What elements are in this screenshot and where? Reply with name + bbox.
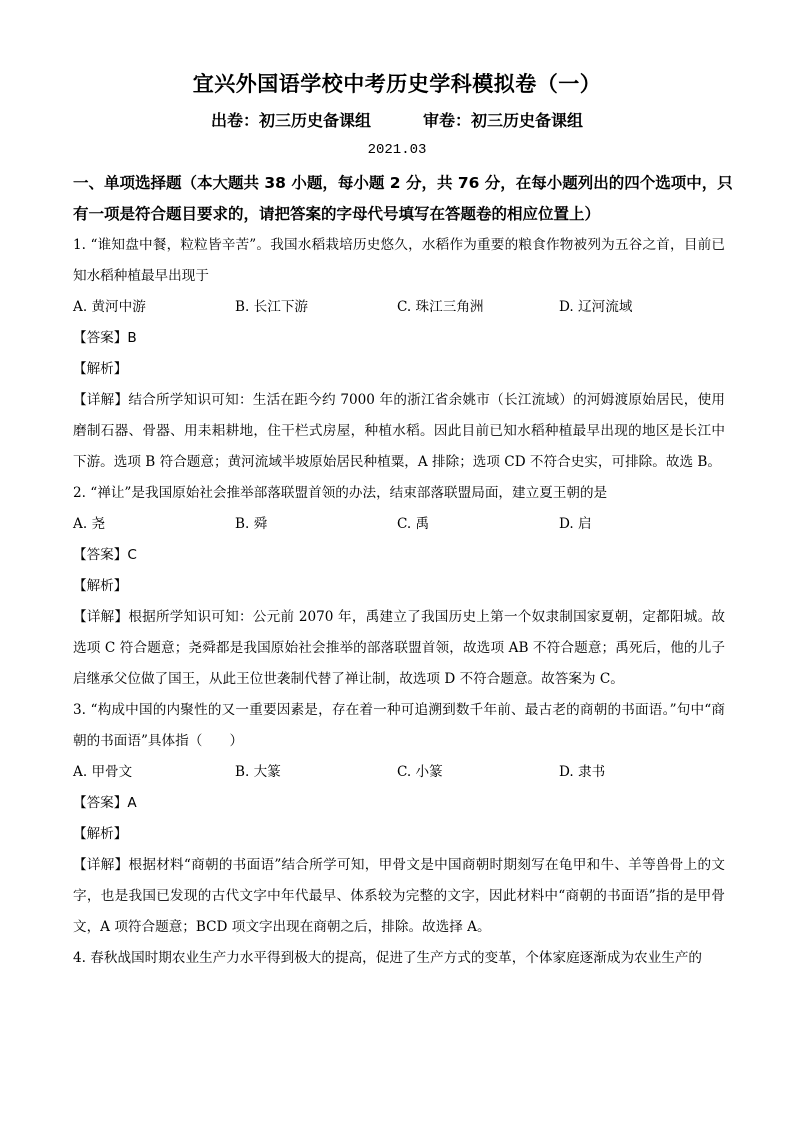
option-a: A. 黄河中游 [73,299,146,315]
question-1 [73,230,725,478]
detail-explanation: 【详解】结合所学知识可知：生活在距今约 7000 年的浙江省余姚市（长江流域）的河姆渡原始居民，使用磨制石器、骨器、用耒耜耕地，住干栏式房屋，种植水稻。因此目前已知水稻种植最早出现的地区是长江中下游。选项 B 符合题意；黄河流域半坡原始居民种植粟，A 排除；选项 CD 不符合史实，可排除。故选 B。 [73,392,725,470]
question-4 [73,943,725,974]
option-a: A. 尧 [73,516,106,532]
answer-line: 【答案】C [73,547,137,563]
option-b: B. 长江下游 [235,299,309,315]
options-row [73,292,725,323]
question-2 [73,478,725,695]
exam-date: 2021.03 [367,142,427,158]
exam-title: 宜兴外国语学校中考历史学科模拟卷（一） [192,72,602,96]
answer-line: 【答案】B [73,330,137,346]
options-row [73,509,725,540]
option-b: B. 舜 [235,516,268,532]
detail-explanation: 【详解】根据所学知识可知：公元前 2070 年，禹建立了我国历史上第一个奴隶制国家夏朝，定都阳城。故选项 C 符合题意；尧舜都是我国原始社会推举的部落联盟首领，故选项 AB 不符合题意；禹死后，他的儿子启继承父位做了国王，从此王位世袭制代替了禅让制，故选项 D 不符合题意。故答案为 C。 [73,609,725,687]
setter-line: 出卷：初三历史备课组 [210,111,371,130]
option-c: C. 珠江三角洲 [397,299,484,315]
option-b: B. 大篆 [235,764,281,780]
option-d: D. 隶书 [559,764,606,780]
option-a: A. 甲骨文 [73,764,133,780]
reviewer-line: 审卷：初三历史备课组 [423,111,584,130]
analysis-label: 【解析】 [73,361,128,377]
exam-authors [0,108,794,131]
question-stem: 3. “构成中国的内聚性的又一重要因素是，存在着一种可追溯到数千年前、最古老的商朝的书面语。”句中“商朝的书面语”具体指（ ） [73,702,725,749]
option-d: D. 辽河流域 [559,299,633,315]
answer-line: 【答案】A [73,795,137,811]
analysis-label: 【解析】 [73,826,128,842]
question-stem: 2. “禅让”是我国原始社会推举部落联盟首领的办法，结束部落联盟局面，建立夏王朝的是 [73,485,608,501]
questions-list [73,230,725,974]
question-3 [73,695,725,943]
analysis-label: 【解析】 [73,578,128,594]
option-c: C. 小篆 [397,764,443,780]
question-stem: 1. “谁知盘中餐，粒粒皆辛苦”。我国水稻栽培历史悠久，水稻作为重要的粮食作物被列为五谷之首，目前已知水稻种植最早出现于 [73,237,725,284]
options-row [73,757,725,788]
detail-explanation: 【详解】根据材料“商朝的书面语”结合所学可知，甲骨文是中国商朝时期刻写在龟甲和牛、羊等兽骨上的文字，也是我国已发现的古代文字中年代最早、体系较为完整的文字，因此材料中“商朝的书面语”指的是甲骨文，A 项符合题意；BCD 项文字出现在商朝之后，排除。故选择 A。 [73,857,725,935]
option-c: C. 禹 [397,516,430,532]
option-d: D. 启 [559,516,592,532]
question-stem: 4. 春秋战国时期农业生产力水平得到极大的提高，促进了生产方式的变革，个体家庭逐渐成为农业生产的 [73,950,703,966]
section-heading: 一、单项选择题（本大题共 38 小题，每小题 2 分，共 76 分，在每小题列出的四个选项中，只有一项是符合题目要求的，请把答案的字母代号填写在答题卷的相应位置上） [73,174,733,223]
